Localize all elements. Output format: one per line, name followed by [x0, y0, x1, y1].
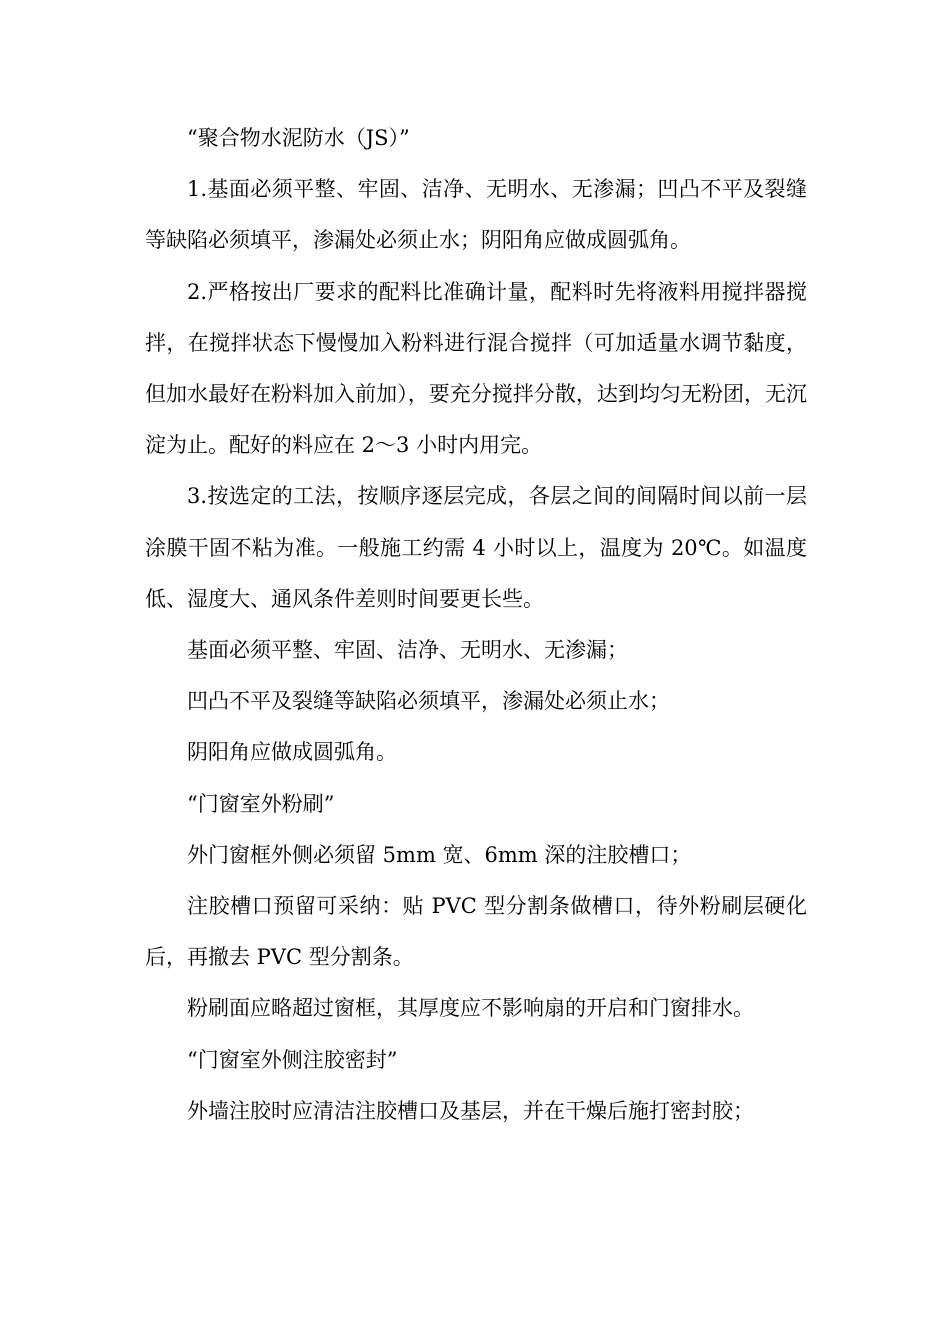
- paragraph-pvc-strip: 注胶槽口预留可采纳：贴 PVC 型分割条做槽口，待外粉刷层硬化后，再撤去 PVC 型分割条。: [145, 894, 807, 970]
- paragraph-fill-defects: 凹凸不平及裂缝等缺陷必须填平，渗漏处必须止水；: [187, 689, 670, 714]
- paragraph-substrate-clean: 基面必须平整、牢固、洁净、无明水、无渗漏；: [187, 638, 628, 663]
- paragraph-clean-before-sealing: 外墙注胶时应清洁注胶槽口及基层，并在干燥后施打密封胶；: [187, 1098, 754, 1123]
- paragraph-plaster-surface: 粉刷面应略超过窗框，其厚度应不影响扇的开启和门窗排水。: [187, 996, 754, 1021]
- section-heading-js-waterproofing: “聚合物水泥防水（JS）”: [187, 126, 410, 150]
- document-page: [145, 113, 807, 1137]
- paragraph-layered-application: 3.按选定的工法，按顺序逐层完成，各层之间的间隔时间以前一层涂膜干固不粘为准。一般施工约需 4 小时以上，温度为 20℃。如温度低、湿度大、通风条件差则时间要更长些。: [145, 484, 807, 611]
- paragraph-rounded-corners: 阴阳角应做成圆弧角。: [187, 740, 397, 765]
- paragraph-substrate-requirements: 1.基面必须平整、牢固、洁净、无明水、无渗漏；凹凸不平及裂缝等缺陷必须填平，渗漏处必须止水；阴阳角应做成圆弧角。: [145, 177, 807, 253]
- paragraph-sealant-groove: 外门窗框外侧必须留 5mm 宽、6mm 深的注胶槽口；: [187, 842, 692, 867]
- section-heading-exterior-sealing: “门窗室外侧注胶密封”: [187, 1047, 398, 1072]
- paragraph-mixing-procedure: 2.严格按出厂要求的配料比准确计量，配料时先将液料用搅拌器搅拌，在搅拌状态下慢慢加入粉料进行混合搅拌（可加适量水调节黏度，但加水最好在粉料加入前加），要充分搅拌分散，达到均匀无粉团，无沉淀为止。配好的料应在 2～3 小时内用完。: [145, 279, 807, 458]
- section-heading-exterior-plastering: “门窗室外粉刷”: [187, 791, 335, 816]
